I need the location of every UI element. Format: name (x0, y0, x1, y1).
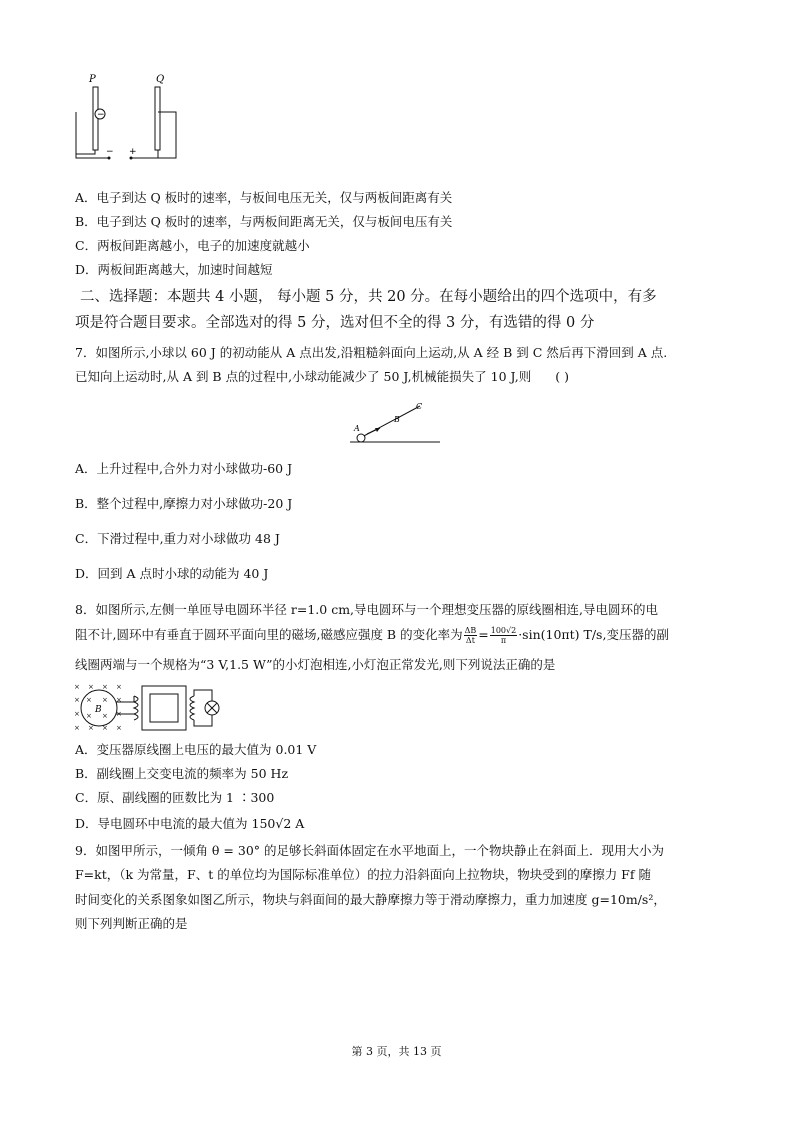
capacitor-figure (70, 72, 185, 164)
svg-text:×: × (74, 710, 80, 718)
amplitude-fraction: $\frac{100√2}{\pi}$ (490, 626, 517, 645)
incline-figure (350, 398, 445, 446)
q8-option-b: B．副线圈上交变电流的频率为 50 Hz (75, 766, 289, 781)
secondary-coil (190, 696, 194, 720)
svg-text:×: × (74, 724, 80, 732)
svg-text:×: × (74, 696, 80, 704)
section2-line1: 二、选择题：本题共 4 小题， 每小题 5 分，共 20 分。在每小题给出的四个选项中，有多 (80, 289, 657, 305)
section2-line2: 项是符合题目要求。全部选对的得 5 分，选对但不全的得 3 分，有选错的得 0 分 (75, 315, 595, 331)
svg-text:×: × (102, 724, 108, 732)
svg-text:×: × (102, 683, 108, 691)
label-q: Q (156, 74, 165, 85)
q7-stem-line2: 已知向上运动时,从 A 到 B 点的过程中,小球动能减少了 50 J,机械能损失了 10 J,则 ( ) (75, 369, 569, 384)
primary-coil (134, 696, 138, 720)
q8-option-c: C．原、副线圈的匝数比为 1 ∶300 (75, 790, 275, 805)
db-dt-fraction: $\frac{\Delta B}{\Delta t}$ (464, 626, 477, 645)
label-p: P (89, 74, 96, 85)
transformer-core (142, 686, 186, 730)
q7-option-a: A．上升过程中,合外力对小球做功-60 J (75, 461, 293, 476)
label-c: C (416, 402, 423, 411)
q7-option-b: B．整个过程中,摩擦力对小球做功-20 J (75, 496, 293, 511)
q9-stem-line4: 则下列判断正确的是 (75, 916, 188, 931)
q8-stem-line1: 8．如图所示,左侧一单匝导电圆环半径 r=1.0 cm,导电圆环与一个理想变压器的原线圈相连,导电圆环的电 (75, 602, 659, 617)
transformer-figure (72, 680, 232, 736)
svg-text:×: × (102, 712, 108, 720)
page-footer: 第 3 页，共 13 页 (351, 1045, 442, 1058)
svg-text:×: × (86, 712, 92, 720)
svg-text:×: × (88, 724, 94, 732)
svg-text:×: × (74, 683, 80, 691)
q7-option-d: D．回到 A 点时小球的动能为 40 J (75, 566, 269, 581)
svg-text:×: × (116, 696, 122, 704)
svg-text:×: × (102, 696, 108, 704)
svg-text:×: × (116, 683, 122, 691)
q6-option-a: A．电子到达 Q 板时的速率，与板间电压无关，仅与两板间距离有关 (75, 190, 453, 205)
label-b: B (95, 705, 102, 715)
q9-stem-line1: 9．如图甲所示，一倾角 θ = 30° 的足够长斜面体固定在水平地面上，一个物块静止在斜面上．现用大小为 (75, 843, 665, 858)
plate-q (155, 87, 160, 150)
svg-text:×: × (116, 724, 122, 732)
label-b: B (394, 415, 400, 424)
ball (357, 434, 365, 442)
q7-answer-paren: ( ) (555, 369, 569, 384)
q9-stem-line3: 时间变化的关系图象如图乙所示，物块与斜面间的最大静摩擦力等于滑动摩擦力，重力加速度 g=10m/s²， (75, 892, 666, 907)
q8-option-d: D．导电圆环中电流的最大值为 150√2 A (75, 816, 305, 831)
q7-stem-line1: 7．如图所示,小球以 60 J 的初动能从 A 点出发,沿粗糙斜面向上运动,从 A 经 B 到 C 然后再下滑回到 A 点. (75, 345, 668, 360)
q6-option-c: C．两板间距离越小，电子的加速度就越小 (75, 238, 310, 253)
svg-text:×: × (86, 696, 92, 704)
q6-option-b: B．电子到达 Q 板时的速率，与两板间距离无关，仅与板间电压有关 (75, 214, 453, 229)
label-a: A (354, 424, 360, 433)
svg-text:×: × (88, 683, 94, 691)
q8-option-a: A．变压器原线圈上电压的最大值为 0.01 V (75, 742, 317, 757)
q7-option-c: C．下滑过程中,重力对小球做功 48 J (75, 531, 280, 546)
q8-stem-line3: 线圈两端与一个规格为“3 V,1.5 W”的小灯泡相连,小灯泡正常发光,则下列说法正确的是 (75, 657, 556, 672)
q9-stem-line2: F=kt，（k 为常量，F、t 的单位均为国际标准单位）的拉力沿斜面向上拉物块，物块受到的摩擦力 Ff 随 (75, 867, 651, 882)
q6-option-d: D．两板间距离越大，加速时间越短 (75, 262, 273, 277)
minus-sign: − (106, 147, 114, 157)
svg-text:−: − (97, 110, 105, 120)
plus-sign: + (129, 147, 137, 157)
svg-text:×: × (116, 710, 122, 718)
q8-stem-line2: 阻不计,圆环中有垂直于圆环平面向里的磁场,磁感应强度 B 的变化率为 $\frac{\Delta B}{\Delta t}$ = $\frac{100√2}{\pi}$ ·sin(10πt) T/s,变压器的副 (75, 626, 669, 645)
